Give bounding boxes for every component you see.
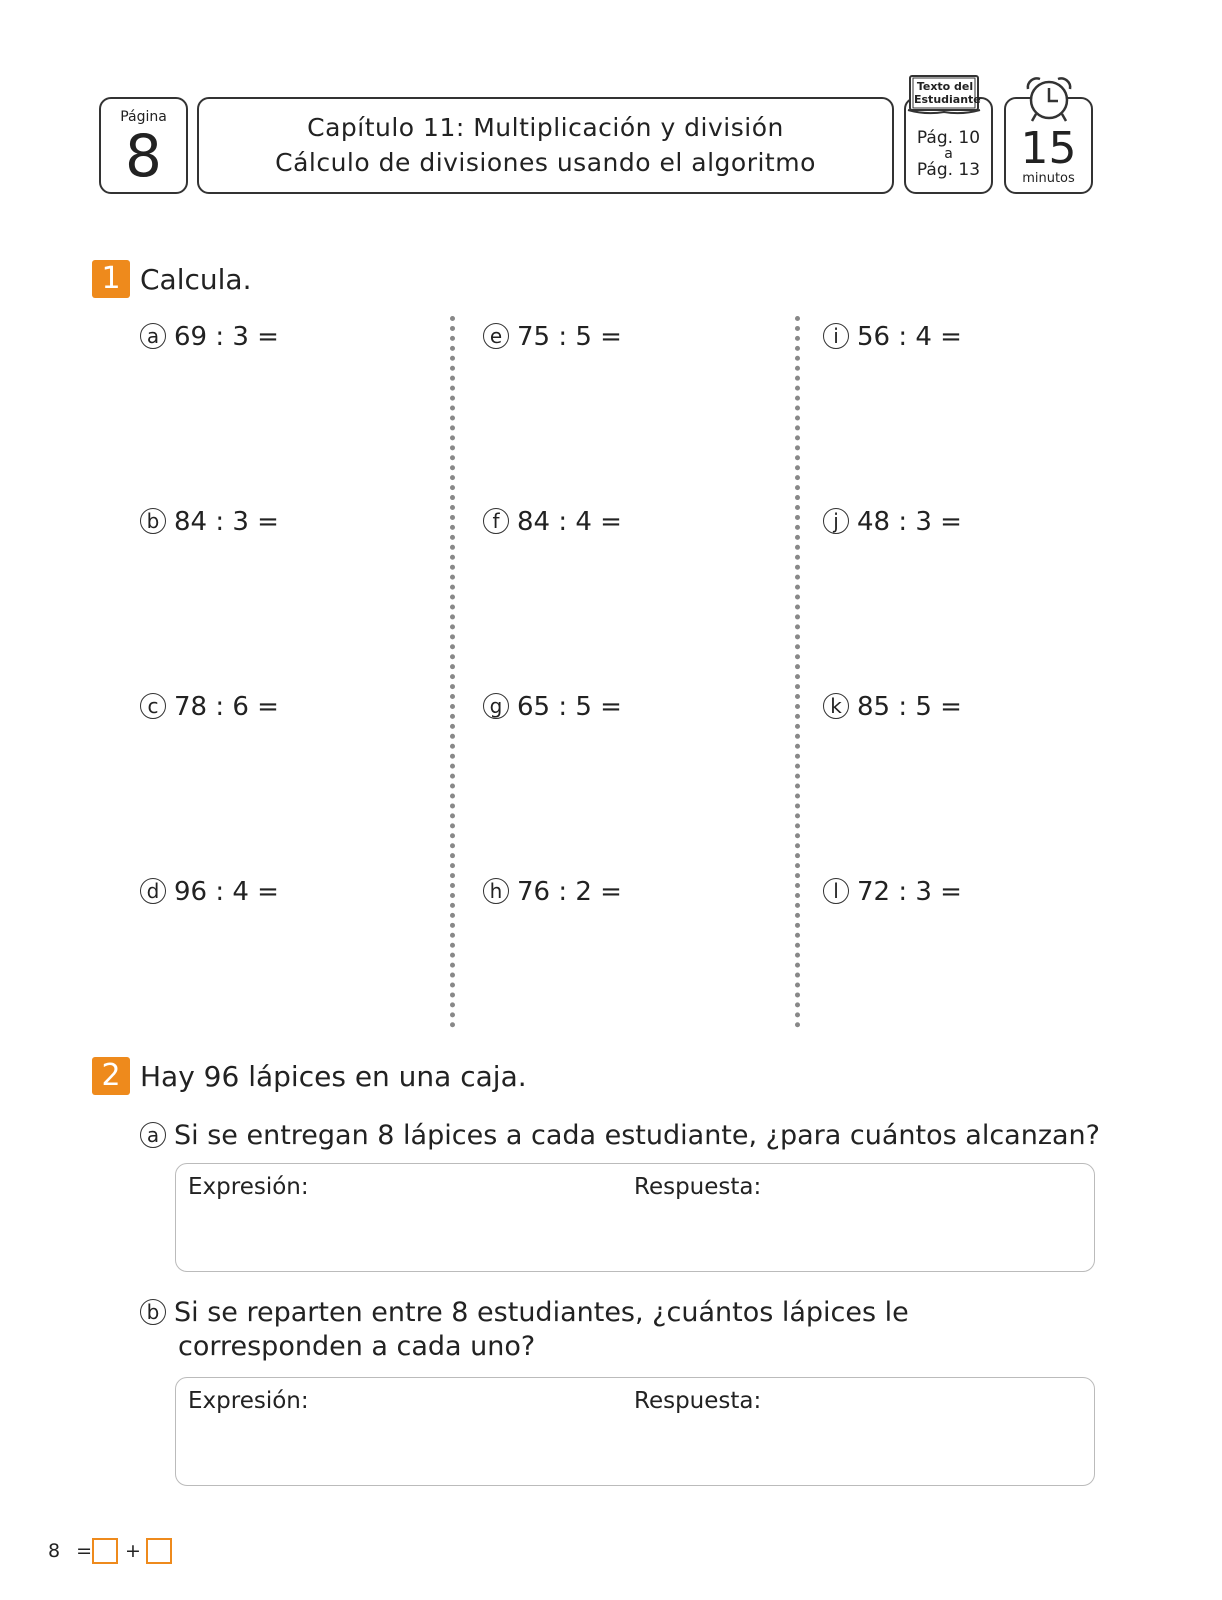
exercise-expression: 84 : 4 = <box>517 507 622 537</box>
exercise-f <box>483 507 622 537</box>
question-a <box>140 1119 1100 1153</box>
exercise-expression: 75 : 5 = <box>517 322 622 352</box>
footer-plus: + <box>125 1540 141 1562</box>
exercise-a <box>140 322 279 352</box>
exercise-h <box>483 877 622 907</box>
book-label: Texto del Estudiante <box>914 80 981 106</box>
chapter-subtitle: Cálculo de divisiones usando el algoritmo <box>275 148 816 177</box>
footer-equals: = <box>76 1540 93 1562</box>
exercise-letter: l <box>823 878 849 904</box>
exercise-expression: 65 : 5 = <box>517 692 622 722</box>
section-1-number: 1 <box>92 260 130 298</box>
expression-label: Expresión: <box>188 1174 309 1200</box>
exercise-letter: c <box>140 693 166 719</box>
answer-label: Respuesta: <box>634 1388 762 1414</box>
exercise-k <box>823 692 962 722</box>
answer-label: Respuesta: <box>634 1174 762 1200</box>
book-icon <box>906 74 982 114</box>
exercise-expression: 84 : 3 = <box>174 507 279 537</box>
exercise-letter: i <box>823 323 849 349</box>
exercise-i <box>823 322 962 352</box>
page-number: 8 <box>125 122 162 190</box>
exercise-d <box>140 877 279 907</box>
expression-label: Expresión: <box>188 1388 309 1414</box>
footer-box-2 <box>146 1538 172 1564</box>
exercise-letter: a <box>140 323 166 349</box>
exercise-expression: 48 : 3 = <box>857 507 962 537</box>
exercise-expression: 72 : 3 = <box>857 877 962 907</box>
exercise-letter: h <box>483 878 509 904</box>
footer-page-number: 8 <box>48 1540 61 1562</box>
exercise-letter: j <box>823 508 849 534</box>
question-letter: a <box>140 1122 166 1148</box>
section-2-number: 2 <box>92 1057 130 1095</box>
answer-box-a[interactable] <box>175 1163 1095 1272</box>
footer <box>48 1537 92 1565</box>
exercise-g <box>483 692 622 722</box>
exercise-l <box>823 877 962 907</box>
chapter-title: Capítulo 11: Multiplicación y división <box>307 113 784 142</box>
exercise-letter: g <box>483 693 509 719</box>
column-divider <box>450 316 455 1028</box>
column-divider <box>795 316 800 1028</box>
exercise-letter: k <box>823 693 849 719</box>
ref-to: Pág. 13 <box>916 160 981 180</box>
exercise-b <box>140 507 279 537</box>
ref-from: Pág. 10 <box>916 128 981 148</box>
time-value: 15 <box>1020 123 1077 174</box>
exercise-expression: 56 : 4 = <box>857 322 962 352</box>
question-b <box>140 1296 1100 1364</box>
exercise-expression: 76 : 2 = <box>517 877 622 907</box>
exercise-e <box>483 322 622 352</box>
alarm-clock-icon <box>1022 73 1076 127</box>
exercise-letter: f <box>483 508 509 534</box>
chapter-title-box <box>197 97 894 194</box>
footer-box-1 <box>92 1538 118 1564</box>
exercise-letter: b <box>140 508 166 534</box>
page-label: Página <box>120 109 167 125</box>
exercise-expression: 69 : 3 = <box>174 322 279 352</box>
exercise-expression: 78 : 6 = <box>174 692 279 722</box>
section-1-instruction: Calcula. <box>140 263 252 296</box>
page-number-box <box>99 97 188 194</box>
exercise-j <box>823 507 962 537</box>
exercise-c <box>140 692 279 722</box>
question-text: Si se reparten entre 8 estudiantes, ¿cuántos lápices le corresponden a cada uno? <box>174 1297 909 1362</box>
question-letter: b <box>140 1299 166 1325</box>
question-text: Si se entregan 8 lápices a cada estudiante, ¿para cuántos alcanzan? <box>174 1120 1100 1151</box>
ref-a: a <box>944 146 953 162</box>
time-unit: minutos <box>1022 171 1075 186</box>
exercise-expression: 96 : 4 = <box>174 877 279 907</box>
exercise-letter: d <box>140 878 166 904</box>
answer-box-b[interactable] <box>175 1377 1095 1486</box>
exercise-expression: 85 : 5 = <box>857 692 962 722</box>
exercise-letter: e <box>483 323 509 349</box>
section-2-statement: Hay 96 lápices en una caja. <box>140 1060 527 1093</box>
